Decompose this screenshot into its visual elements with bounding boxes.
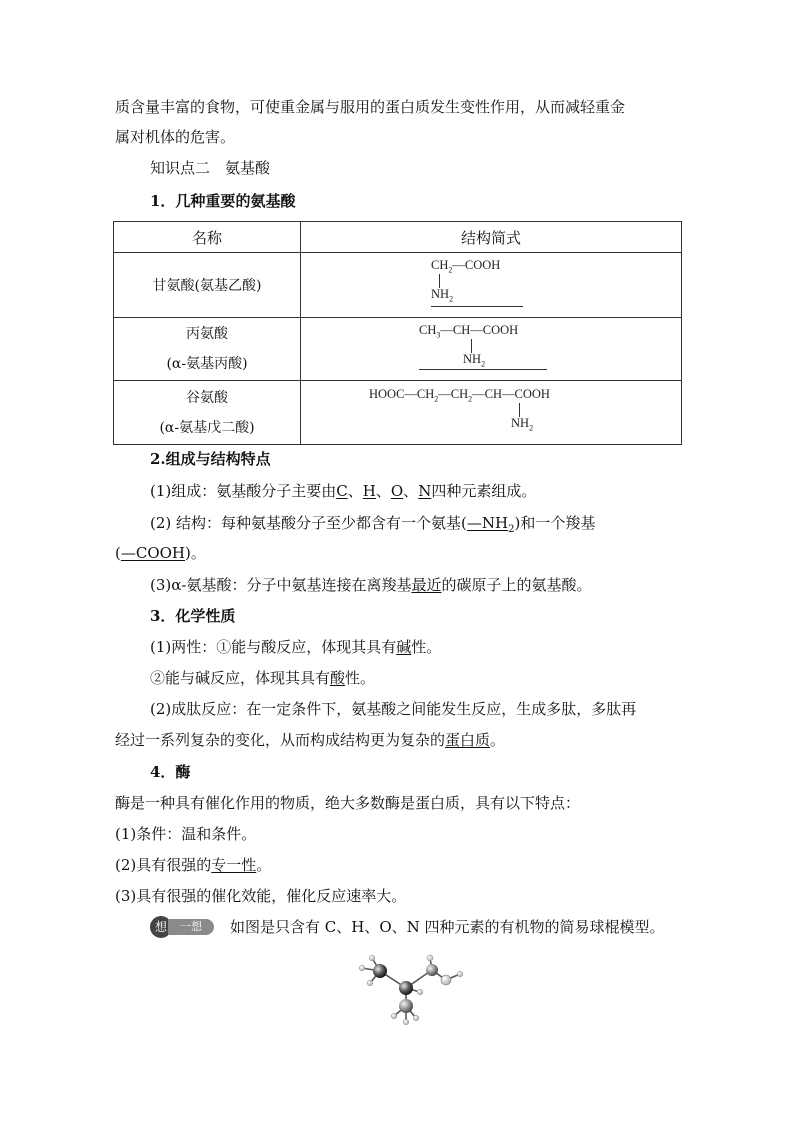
alanine-formula-cell <box>301 318 682 381</box>
table-header-row <box>114 222 682 253</box>
enzyme-point-2: (2)具有很强的专一性。 <box>115 856 272 874</box>
table-cell-name: 丙氨酸 (α-氨基丙酸) <box>114 318 301 381</box>
heading-amino-acids: 1．几种重要的氨基酸 <box>150 192 296 210</box>
model-atoms <box>359 955 463 1025</box>
structure-line-2: (—COOH)。 <box>115 544 206 562</box>
glycine-formula: $CH_2—COOH$ $NH_2$ <box>391 254 591 316</box>
table-row <box>114 318 682 381</box>
ball-and-stick-model <box>350 950 480 1030</box>
glutamic-formula: $HOOC—CH_2—CH_2—CH—COOH$ $NH_2$ <box>369 386 550 432</box>
alanine-formula: $CH_3—CH—COOH$ $NH_2$ <box>391 319 591 379</box>
paragraph-line: 属对机体的危害。 <box>115 128 236 146</box>
enzyme-point-3: (3)具有很强的催化效能，催化反应速率大。 <box>115 887 407 905</box>
paragraph-line: 质含量丰富的食物，可使重金属与服用的蛋白质发生变性作用，从而减轻重金 <box>115 98 626 116</box>
amphoteric-line-2: ②能与碱反应，体现其具有酸性。 <box>150 669 376 687</box>
enzyme-intro: 酶是一种具有催化作用的物质，绝大多数酶是蛋白质，具有以下特点： <box>115 794 581 812</box>
column-header-structure: 结构简式 <box>301 222 682 253</box>
enzyme-point-1: (1)条件：温和条件。 <box>115 825 257 843</box>
table-cell-name: 谷氨酸 (α-氨基戊二酸) <box>114 381 301 445</box>
table-cell-name: 甘氨酸(氨基乙酸) <box>114 253 301 318</box>
glutamic-formula-cell <box>301 381 682 445</box>
glycine-formula-cell <box>301 253 682 318</box>
table-row <box>114 381 682 445</box>
heading-composition: 2.组成与结构特点 <box>150 450 271 468</box>
think-text: 如图是只含有 C、H、O、N 四种元素的有机物的简易球棍模型。 <box>230 918 665 936</box>
think-badge <box>150 916 214 938</box>
think-badge-label: 一想 <box>168 919 214 935</box>
think-badge-icon: 想 <box>150 916 172 938</box>
composition-line: (1)组成：氨基酸分子主要由C、H、O、N四种元素组成。 <box>150 482 537 500</box>
heading-chemical-properties: 3．化学性质 <box>150 607 236 625</box>
structure-line: (2) 结构：每种氨基酸分子至少都含有一个氨基$(—NH_2)$和一个羧基 <box>150 514 596 535</box>
alpha-amino-acid-line: (3)α-氨基酸：分子中氨基连接在离羧基最近的碳原子上的氨基酸。 <box>150 576 592 594</box>
section-title: 知识点二 氨基酸 <box>150 159 271 177</box>
table-row <box>114 253 682 318</box>
amphoteric-line-1: (1)两性：①能与酸反应，体现其具有碱性。 <box>150 638 442 656</box>
peptide-line-1: (2)成肽反应：在一定条件下，氨基酸之间能发生反应，生成多肽，多肽再 <box>150 700 637 718</box>
column-header-name: 名称 <box>114 222 301 253</box>
peptide-line-2: 经过一系列复杂的变化，从而构成结构更为复杂的蛋白质。 <box>115 731 506 749</box>
heading-enzyme: 4．酶 <box>150 763 191 781</box>
amino-acid-table <box>113 221 682 445</box>
